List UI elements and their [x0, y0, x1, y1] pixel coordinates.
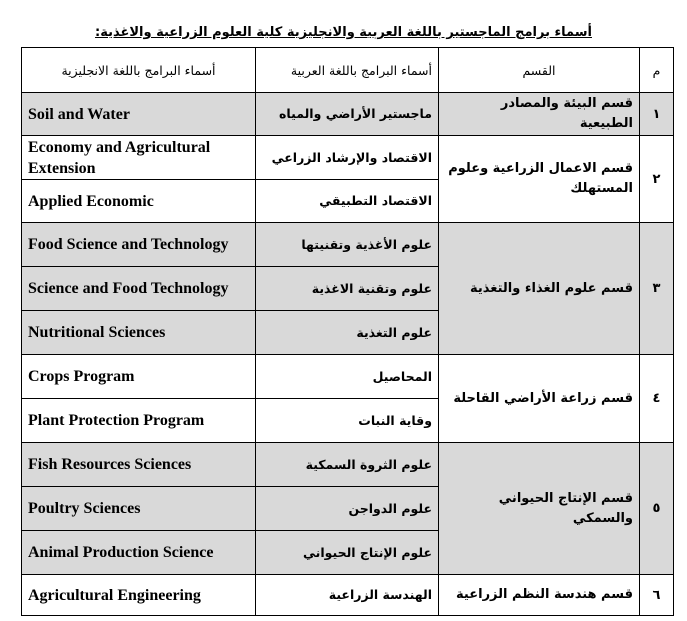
- department-name: قسم زراعة الأراضي القاحلة: [439, 355, 640, 443]
- program-english: Nutritional Sciences: [22, 311, 256, 355]
- program-arabic: ماجستير الأراضي والمياه: [256, 93, 439, 136]
- table-row: [22, 136, 674, 180]
- program-english: Agricultural Engineering: [22, 575, 256, 616]
- header-row: [22, 48, 674, 93]
- row-number: ٥: [640, 443, 674, 575]
- program-english: Soil and Water: [22, 93, 256, 136]
- program-english: Science and Food Technology: [22, 267, 256, 311]
- department-name: قسم البيئة والمصادر الطبيعية: [439, 93, 640, 136]
- row-number: ٦: [640, 575, 674, 616]
- programs-table: [21, 47, 674, 616]
- department-name: قسم هندسة النظم الزراعية: [439, 575, 640, 616]
- program-arabic: وقاية النبات: [256, 399, 439, 443]
- program-english: Animal Production Science: [22, 531, 256, 575]
- program-arabic: المحاصيل: [256, 355, 439, 399]
- header-department: القسم: [439, 48, 640, 93]
- row-number: ٣: [640, 223, 674, 355]
- program-arabic: علوم وتقنية الاغذية: [256, 267, 439, 311]
- program-english: Applied Economic: [22, 180, 256, 223]
- department-name: قسم علوم الغذاء والتغذية: [439, 223, 640, 355]
- program-arabic: علوم التغذية: [256, 311, 439, 355]
- program-english: Plant Protection Program: [22, 399, 256, 443]
- table-row: [22, 93, 674, 136]
- program-arabic: علوم الدواجن: [256, 487, 439, 531]
- program-english: Poultry Sciences: [22, 487, 256, 531]
- row-number: ١: [640, 93, 674, 136]
- program-english: Fish Resources Sciences: [22, 443, 256, 487]
- table-row: [22, 223, 674, 267]
- header-arabic: أسماء البرامج باللغة العربية: [256, 48, 439, 93]
- program-english: Economy and Agricultural Extension: [22, 136, 256, 180]
- table-row: [22, 443, 674, 487]
- program-arabic: علوم الثروة السمكية: [256, 443, 439, 487]
- page-title: أسماء برامج الماجستير باللغة العربية والانجليزية كلية العلوم الزراعية والاغذية:: [95, 25, 592, 40]
- program-arabic: الاقتصاد التطبيقي: [256, 180, 439, 223]
- program-arabic: الهندسة الزراعية: [256, 575, 439, 616]
- table-row: [22, 575, 674, 616]
- department-name: قسم الاعمال الزراعية وعلوم المستهلك: [439, 136, 640, 223]
- header-number: م: [640, 48, 674, 93]
- row-number: ٢: [640, 136, 674, 223]
- program-english: Food Science and Technology: [22, 223, 256, 267]
- header-english: أسماء البرامج باللغة الانجليزية: [22, 48, 256, 93]
- program-arabic: علوم الأغذية وتقنيتها: [256, 223, 439, 267]
- program-arabic: الاقتصاد والإرشاد الزراعي: [256, 136, 439, 180]
- program-arabic: علوم الإنتاج الحيواني: [256, 531, 439, 575]
- table-row: [22, 355, 674, 399]
- row-number: ٤: [640, 355, 674, 443]
- program-english: Crops Program: [22, 355, 256, 399]
- department-name: قسم الإنتاج الحيواني والسمكي: [439, 443, 640, 575]
